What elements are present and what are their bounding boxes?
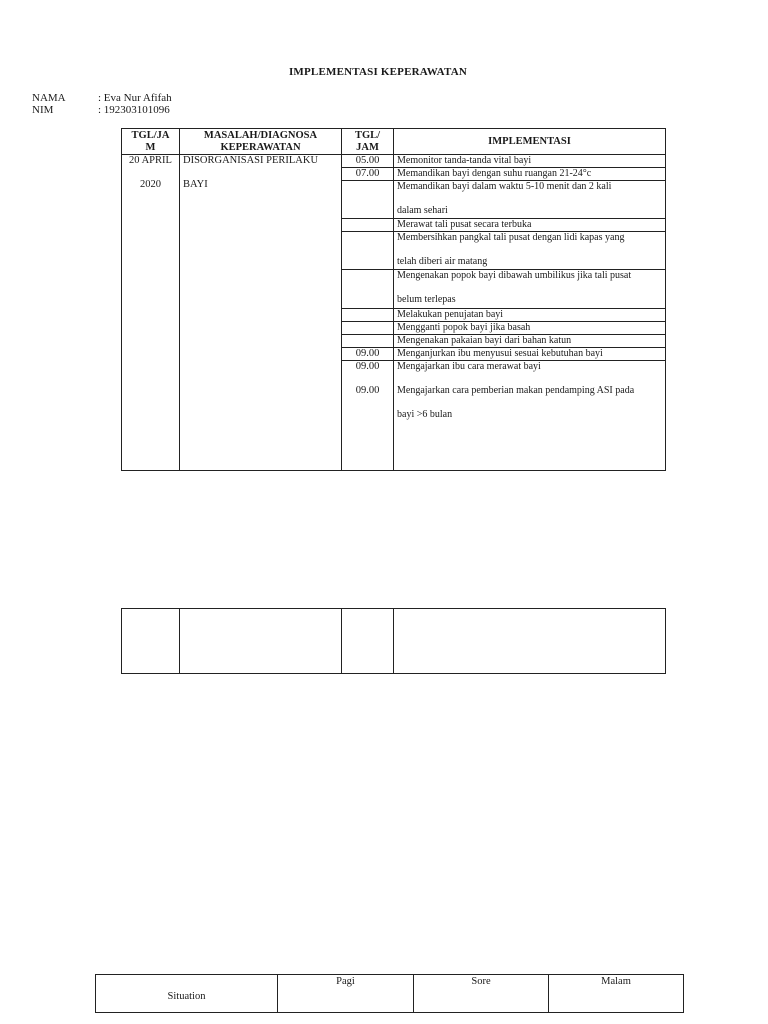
time-cell [342,309,394,322]
implementation-cell: Mengenakan popok bayi dibawah umbilikus jika tali pusat belum terlepas [394,270,666,309]
empty-table [121,608,666,674]
situation-cell: Situation [96,975,278,1013]
empty-cell [394,609,666,674]
table-row [122,155,666,168]
time-cell [342,219,394,232]
implementation-cell: Membersihkan pangkal tali pusat dengan lidi kapas yang telah diberi air matang [394,232,666,270]
implementation-cell: Menganjurkan ibu menyusui sesuai kebutuhan bayi [394,348,666,361]
nim-value: : 192303101096 [98,104,170,116]
student-nim-row [32,104,170,116]
empty-cell [180,609,342,674]
implementation-cell: Merawat tali pusat secara terbuka [394,219,666,232]
shift-malam: Malam [549,975,684,1013]
implementation-cell: Melakukan penujatan bayi [394,309,666,322]
time-cell: 09.00 [342,348,394,361]
nim-label: NIM [32,104,54,116]
time-cell [342,322,394,335]
time-cell: 05.00 [342,155,394,168]
header-problem: MASALAH/DIAGNOSA KEPERAWATAN [180,129,342,155]
implementation-cell: Memandikan bayi dalam waktu 5-10 menit dan 2 kali dalam sehari [394,181,666,219]
time-cell: 09.00 09.00 [342,361,394,471]
header-implementation: IMPLEMENTASI [394,129,666,155]
implementation-cell: Mengajarkan ibu cara merawat bayi Mengajarkan cara pemberian makan pendamping ASI pada bayi >6 bulan [394,361,666,471]
implementation-table [121,128,666,471]
problem-cell: DISORGANISASI PERILAKU BAYI [180,155,342,471]
header-time: TGL/ JAM [342,129,394,155]
document-title: IMPLEMENTASI KEPERAWATAN [288,66,468,78]
implementation-cell: Memandikan bayi dengan suhu ruangan 21-24°c [394,168,666,181]
time-cell [342,270,394,309]
student-name-row [32,92,172,104]
name-label: NAMA [32,92,66,104]
shift-pagi: Pagi [278,975,414,1013]
shift-table [95,974,684,1013]
date-cell: 20 APRIL 2020 [122,155,180,471]
time-cell [342,232,394,270]
time-cell: 07.00 [342,168,394,181]
shift-sore: Sore [414,975,549,1013]
implementation-cell: Mengenakan pakaian bayi dari bahan katun [394,335,666,348]
empty-cell [342,609,394,674]
implementation-cell: Memonitor tanda-tanda vital bayi [394,155,666,168]
empty-cell [122,609,180,674]
time-cell [342,181,394,219]
header-date: TGL/JA M [122,129,180,155]
time-cell [342,335,394,348]
implementation-cell: Mengganti popok bayi jika basah [394,322,666,335]
name-value: : Eva Nur Afifah [98,92,172,104]
